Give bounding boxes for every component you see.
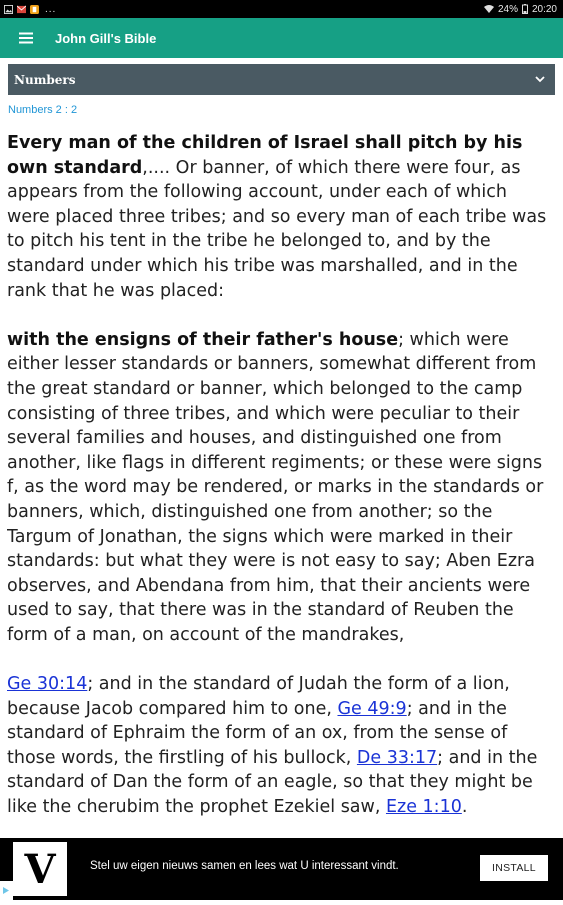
battery-icon [522, 4, 528, 14]
hamburger-menu-icon [19, 32, 33, 44]
scripture-link[interactable]: Ge 49:9 [337, 698, 407, 719]
verse-heading: Every man of the children of Israel shall pitch by his own standard [7, 133, 523, 178]
mail-notification-icon [17, 5, 26, 14]
commentary-text-segment: ; which were either lesser standards or banners, somewhat different from the great standard or banner, which belonged to the camp consisting of three tribes, and which were peculiar to their several families and houses, and distinguished one from another, like flags in different regiments; or these were signs f, as the word may be rendered, or marks in the standards or banners, which, distinguished one from another; so the Targum of Jonathan, the signs which were marked in their standards: but what they were is not easy to say; Aben Ezra observes, and Abendana from him, that their ancients were used to say, that there was in the standard of Reuben the form of a man, on account of the mandrakes, [7, 329, 544, 645]
ad-info-icon[interactable] [0, 881, 13, 900]
commentary-text-segment: ; and in the standard of Judah the form of a lion, because Jacob compared him to one, [7, 674, 510, 719]
ad-text[interactable]: Stel uw eigen nieuws samen en lees wat U interessant vindt. [90, 860, 399, 872]
ad-install-button[interactable]: INSTALL [480, 855, 548, 881]
image-notification-icon [4, 5, 13, 14]
commentary-paragraph [7, 672, 553, 820]
more-notifications-indicator: ... [45, 3, 57, 15]
commentary-text [7, 131, 553, 836]
commentary-paragraph [7, 131, 553, 303]
commentary-paragraph [7, 328, 553, 648]
commentary-text-segment: ; and in the standard of Dan the form of an eagle, so that they might be like the cherubim the prophet Ezekiel saw, [7, 747, 538, 818]
wifi-icon [484, 4, 494, 14]
book-selector-dropdown[interactable] [8, 64, 555, 95]
status-bar-notifications [0, 4, 56, 15]
app-title: John Gill's Bible [55, 30, 157, 46]
scripture-link[interactable]: Ge 30:14 [7, 674, 88, 695]
book-selector-value: Numbers [14, 72, 76, 87]
app-bar [0, 18, 563, 58]
verse-heading: with the ensigns of their father's house [7, 329, 399, 350]
menu-button[interactable] [0, 18, 52, 58]
scripture-link[interactable]: Eze 1:10 [385, 797, 462, 818]
commentary-text-segment: ,.... Or banner, of which there were four, as appears from the following account, under each of which were placed three tribes; and so every man of each tribe was to pitch his tent in the tribe he belonged to, and by the standard under which his tribe was marshalled, and in the rank that he was placed: [7, 157, 547, 301]
battery-percent: 24% [497, 3, 518, 15]
status-bar [0, 0, 563, 18]
commentary-text-segment: ; and in the standard of Ephraim the form of an ox, from the sense of those words, the firstling of his bullock, [7, 698, 508, 768]
verse-reference[interactable]: Numbers 2 : 2 [8, 104, 78, 116]
ad-logo[interactable]: V [13, 842, 67, 896]
status-bar-system [484, 4, 563, 15]
clock: 20:20 [531, 3, 557, 15]
app-notification-icon [30, 5, 39, 14]
chevron-down-icon [535, 76, 545, 83]
scripture-link[interactable]: De 33:17 [356, 747, 438, 768]
commentary-text-segment: . [461, 797, 468, 818]
ad-banner[interactable] [0, 838, 563, 900]
